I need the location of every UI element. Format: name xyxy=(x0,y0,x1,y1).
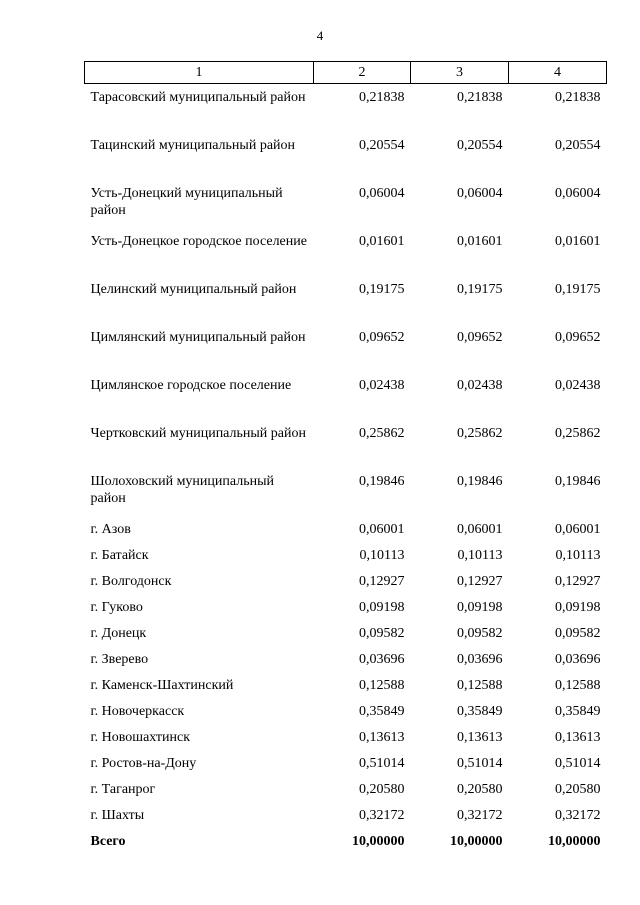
municipality-name: г. Ростов-на-Дону xyxy=(90,756,197,771)
municipality-name: Шолоховский муниципальный район xyxy=(90,474,274,506)
municipality-name: г. Волгодонск xyxy=(90,574,172,589)
value-cell-col-3: 0,20580 xyxy=(457,782,503,797)
total-row xyxy=(85,828,607,850)
value-cell-col-4: 0,03696 xyxy=(555,652,601,667)
value-cell-col-2: 10,00000 xyxy=(352,834,405,849)
municipality-name: г. Зверево xyxy=(90,652,149,667)
value-cell-col-2: 0,01601 xyxy=(359,234,405,249)
municipality-name: г. Донецк xyxy=(90,626,147,641)
municipality-name: г. Каменск-Шахтинский xyxy=(90,678,234,693)
value-cell-col-4: 0,06004 xyxy=(555,186,601,201)
value-cell-col-3: 0,09582 xyxy=(457,626,503,641)
table-row xyxy=(85,468,607,516)
value-cell-col-2: 0,10113 xyxy=(359,548,405,563)
value-cell-col-3: 0,12927 xyxy=(457,574,503,589)
value-cell-col-2: 0,06004 xyxy=(359,186,405,201)
value-cell-col-2: 0,06001 xyxy=(359,522,405,537)
value-cell-col-4: 0,09198 xyxy=(555,600,601,615)
value-cell-col-3: 0,51014 xyxy=(457,756,503,771)
value-cell-col-4: 0,01601 xyxy=(555,234,601,249)
table-row xyxy=(85,594,607,620)
table-row xyxy=(85,324,607,372)
municipality-name: Усть-Донецкий муниципальный район xyxy=(90,186,283,218)
value-cell-col-3: 0,32172 xyxy=(457,808,503,823)
value-cell-col-4: 0,19846 xyxy=(555,474,601,489)
value-cell-col-2: 0,20580 xyxy=(359,782,405,797)
table-row xyxy=(85,802,607,828)
value-cell-col-4: 0,13613 xyxy=(555,730,601,745)
column-header-3: 3 xyxy=(411,62,509,84)
value-cell-col-3: 0,09198 xyxy=(457,600,503,615)
table-row xyxy=(85,542,607,568)
value-cell-col-4: 0,12927 xyxy=(555,574,601,589)
value-cell-col-2: 0,09582 xyxy=(359,626,405,641)
column-header-1: 1 xyxy=(85,62,314,84)
table-header-row xyxy=(85,62,607,84)
table-row xyxy=(85,698,607,724)
table-row xyxy=(85,420,607,468)
value-cell-col-2: 0,35849 xyxy=(359,704,405,719)
municipality-name: Чертковский муниципальный район xyxy=(90,426,306,441)
value-cell-col-3: 0,12588 xyxy=(457,678,503,693)
table-row xyxy=(85,646,607,672)
value-cell-col-4: 0,21838 xyxy=(555,90,601,105)
municipality-name: Цимлянское городское поселение xyxy=(90,378,292,393)
column-header-2: 2 xyxy=(314,62,411,84)
municipality-name: Усть-Донецкое городское поселение xyxy=(90,234,307,249)
value-cell-col-4: 0,09582 xyxy=(555,626,601,641)
value-cell-col-3: 0,10113 xyxy=(457,548,503,563)
value-cell-col-3: 0,35849 xyxy=(457,704,503,719)
table-row xyxy=(85,276,607,324)
value-cell-col-2: 0,19175 xyxy=(359,282,405,297)
municipality-name: Цимлянский муниципальный район xyxy=(90,330,306,345)
table-row xyxy=(85,372,607,420)
value-cell-col-4: 0,10113 xyxy=(555,548,601,563)
table-row xyxy=(85,776,607,802)
value-cell-col-3: 0,20554 xyxy=(457,138,503,153)
municipality-name: г. Новочеркасск xyxy=(90,704,185,719)
allocation-table xyxy=(84,61,607,850)
value-cell-col-2: 0,25862 xyxy=(359,426,405,441)
municipality-name: Тацинский муниципальный район xyxy=(90,138,296,153)
municipality-name: Целинский муниципальный район xyxy=(90,282,297,297)
value-cell-col-3: 0,06001 xyxy=(457,522,503,537)
municipality-name: г. Новошахтинск xyxy=(90,730,191,745)
value-cell-col-3: 0,09652 xyxy=(457,330,503,345)
value-cell-col-2: 0,13613 xyxy=(359,730,405,745)
value-cell-col-2: 0,12588 xyxy=(359,678,405,693)
value-cell-col-3: 0,19175 xyxy=(457,282,503,297)
municipality-name: г. Гуково xyxy=(90,600,143,615)
table-row xyxy=(85,84,607,133)
value-cell-col-4: 0,25862 xyxy=(555,426,601,441)
value-cell-col-4: 0,20554 xyxy=(555,138,601,153)
value-cell-col-4: 0,35849 xyxy=(555,704,601,719)
value-cell-col-2: 0,09198 xyxy=(359,600,405,615)
value-cell-col-3: 0,19846 xyxy=(457,474,503,489)
municipality-name: г. Батайск xyxy=(90,548,149,563)
value-cell-col-3: 0,01601 xyxy=(457,234,503,249)
value-cell-col-3: 0,21838 xyxy=(457,90,503,105)
value-cell-col-2: 0,51014 xyxy=(359,756,405,771)
table-row xyxy=(85,228,607,276)
value-cell-col-4: 0,20580 xyxy=(555,782,601,797)
total-label: Всего xyxy=(90,834,126,849)
table-row xyxy=(85,568,607,594)
value-cell-col-2: 0,19846 xyxy=(359,474,405,489)
value-cell-col-4: 0,06001 xyxy=(555,522,601,537)
municipality-name: г. Таганрог xyxy=(90,782,156,797)
page-number: 4 xyxy=(316,28,324,43)
value-cell-col-2: 0,32172 xyxy=(359,808,405,823)
value-cell-col-2: 0,09652 xyxy=(359,330,405,345)
value-cell-col-3: 10,00000 xyxy=(450,834,503,849)
municipality-name: г. Азов xyxy=(90,522,131,537)
value-cell-col-4: 0,02438 xyxy=(555,378,601,393)
value-cell-col-2: 0,20554 xyxy=(359,138,405,153)
value-cell-col-4: 0,32172 xyxy=(555,808,601,823)
table-body xyxy=(85,84,607,851)
value-cell-col-3: 0,03696 xyxy=(457,652,503,667)
table-row xyxy=(85,672,607,698)
table-row xyxy=(85,750,607,776)
value-cell-col-2: 0,21838 xyxy=(359,90,405,105)
value-cell-col-2: 0,12927 xyxy=(359,574,405,589)
table-row xyxy=(85,620,607,646)
value-cell-col-4: 0,12588 xyxy=(555,678,601,693)
municipality-name: г. Шахты xyxy=(90,808,145,823)
table-row xyxy=(85,132,607,180)
value-cell-col-4: 10,00000 xyxy=(548,834,601,849)
value-cell-col-4: 0,51014 xyxy=(555,756,601,771)
table-row xyxy=(85,724,607,750)
table-row xyxy=(85,180,607,228)
value-cell-col-3: 0,06004 xyxy=(457,186,503,201)
value-cell-col-3: 0,25862 xyxy=(457,426,503,441)
column-header-4: 4 xyxy=(509,62,607,84)
value-cell-col-3: 0,13613 xyxy=(457,730,503,745)
value-cell-col-4: 0,09652 xyxy=(555,330,601,345)
value-cell-col-2: 0,02438 xyxy=(359,378,405,393)
value-cell-col-2: 0,03696 xyxy=(359,652,405,667)
table-row xyxy=(85,516,607,542)
value-cell-col-4: 0,19175 xyxy=(555,282,601,297)
value-cell-col-3: 0,02438 xyxy=(457,378,503,393)
municipality-name: Тарасовский муниципальный район xyxy=(90,90,306,105)
